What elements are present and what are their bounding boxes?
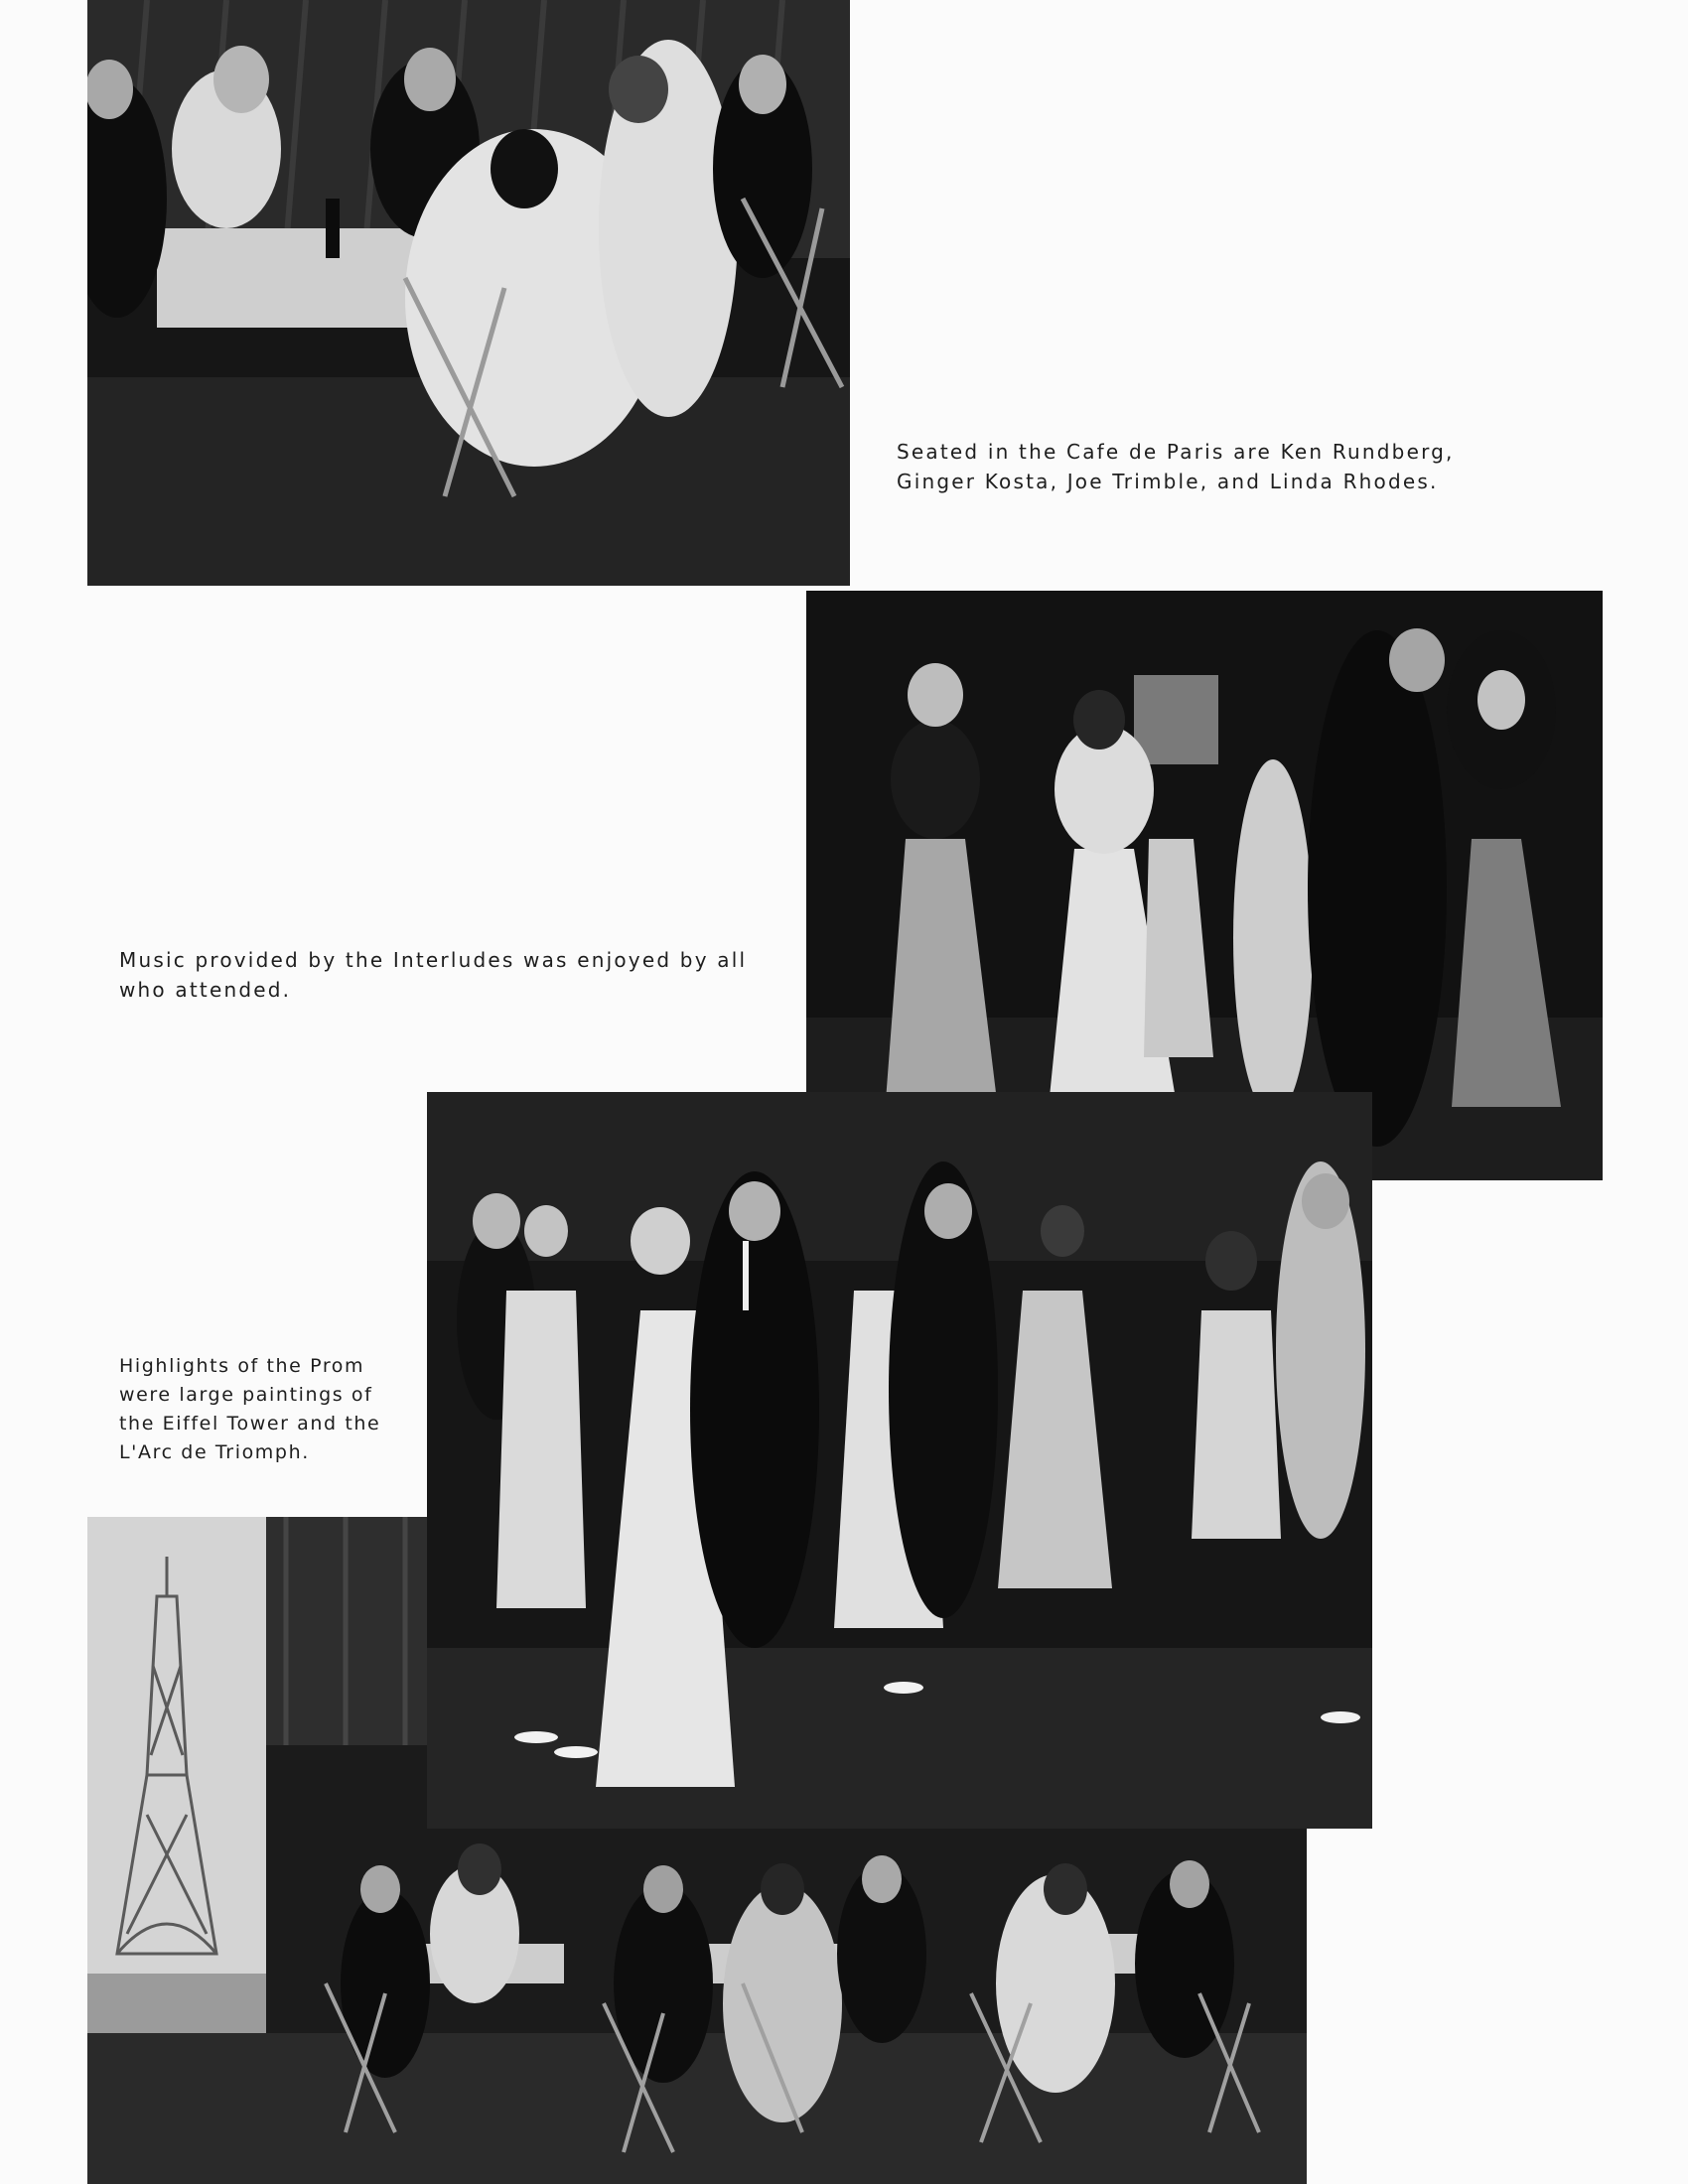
photo-cafe-de-paris bbox=[87, 0, 850, 586]
caption-music: Music provided by the Interludes was enjoyed by all who attended. bbox=[119, 948, 748, 1002]
caption-cafe-de-paris: Seated in the Cafe de Paris are Ken Rundberg, Ginger Kosta, Joe Trimble, and Linda Rhodes. bbox=[897, 440, 1455, 493]
photo-prom-dance-floor bbox=[427, 1092, 1372, 1829]
caption-highlights: Highlights of the Prom were large paintings of the Eiffel Tower and the L'Arc de Triomph. bbox=[119, 1355, 381, 1463]
